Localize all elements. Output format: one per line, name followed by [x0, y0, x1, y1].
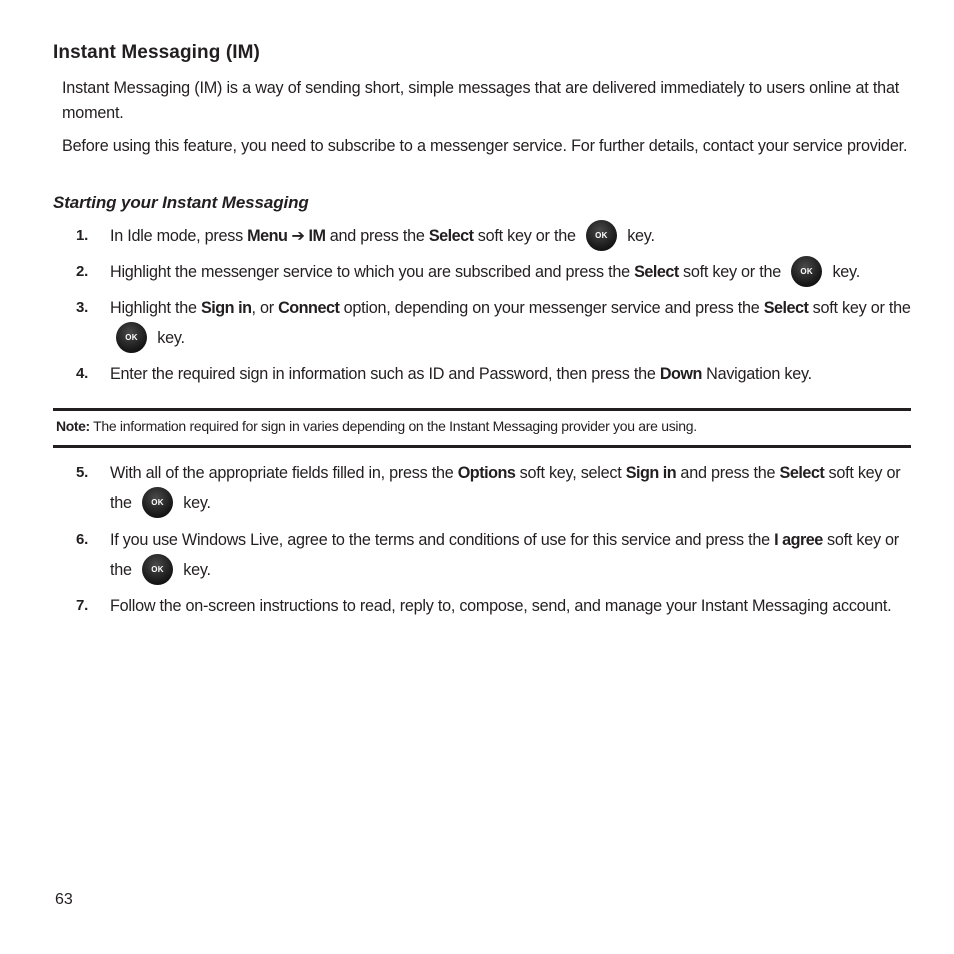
- step-text: Follow the on-screen instructions to read, reply to, compose, send, and manage your Instant Messaging account.: [110, 597, 892, 615]
- key-name: Sign in: [625, 464, 677, 482]
- step-text-part: With all of the appropriate fields filled in, press the: [110, 464, 458, 482]
- step-text-part: Navigation key.: [701, 365, 812, 383]
- step-text-part: Highlight the: [110, 299, 201, 317]
- step-text-part: soft key or the: [678, 263, 786, 281]
- step-5: [76, 458, 912, 518]
- step-text-part: soft key or the: [110, 464, 901, 512]
- step-number: 3.: [76, 299, 89, 316]
- subsection-heading: Starting your Instant Messaging: [53, 193, 309, 212]
- step-text-part: soft key, select: [515, 464, 626, 482]
- step-2: [76, 257, 912, 287]
- step-text-part: and press the: [676, 464, 780, 482]
- ok-key-icon: OK: [791, 256, 822, 287]
- step-text-part: option, depending on your messenger service and press the: [339, 299, 764, 317]
- section-heading: Instant Messaging (IM): [53, 42, 260, 63]
- step-text-part: soft key or the: [473, 227, 580, 245]
- key-name: IM: [308, 227, 326, 245]
- key-name: Options: [457, 464, 516, 482]
- step-text-part: soft key or the: [808, 299, 911, 317]
- step-text: [110, 359, 912, 389]
- page-number: 63: [55, 891, 73, 908]
- step-text: [110, 458, 912, 518]
- step-text-part: key.: [828, 263, 860, 281]
- step-number: 6.: [76, 531, 89, 548]
- key-name: Select: [763, 299, 809, 317]
- step-number: 4.: [76, 365, 89, 382]
- step-7: [76, 591, 912, 621]
- step-number: 1.: [76, 227, 89, 244]
- step-text-part: If you use Windows Live, agree to the terms and conditions of use for this service and press the: [110, 531, 775, 549]
- step-text-part: soft key or the: [110, 531, 899, 579]
- key-name: I agree: [774, 531, 823, 549]
- key-name: Connect: [278, 299, 340, 317]
- step-text: [110, 293, 912, 353]
- step-3: [76, 293, 912, 353]
- key-name: Select: [779, 464, 825, 482]
- intro-paragraph-2: Before using this feature, you need to subscribe to a messenger service. For further details, contact your service provider.: [62, 137, 908, 155]
- key-name: Sign in: [201, 299, 252, 317]
- key-name: Select: [428, 227, 474, 245]
- note-top-rule: [53, 408, 911, 411]
- step-text: [110, 221, 912, 251]
- step-text: [110, 257, 912, 287]
- step-number: 7.: [76, 597, 89, 614]
- note-label: Note:: [56, 418, 90, 434]
- step-text-part: and press the: [325, 227, 429, 245]
- intro-paragraph-1: Instant Messaging (IM) is a way of sending short, simple messages that are delivered immediately to users online at that moment.: [62, 79, 900, 122]
- note-text: The information required for sign in varies depending on the Instant Messaging provider you are using.: [89, 418, 697, 434]
- key-name: Select: [634, 263, 679, 281]
- step-number: 5.: [76, 464, 89, 481]
- step-text-part: key.: [622, 227, 655, 245]
- step-6: [76, 525, 912, 585]
- step-1: [76, 221, 912, 251]
- ok-key-icon: OK: [586, 220, 617, 251]
- key-name: Menu: [247, 227, 288, 245]
- step-number: 2.: [76, 263, 89, 280]
- ok-key-icon: OK: [116, 322, 147, 353]
- step-text-part: In Idle mode, press: [110, 227, 248, 245]
- ok-key-icon: OK: [142, 554, 173, 585]
- step-text: [110, 525, 912, 585]
- step-text-part: , or: [251, 299, 279, 317]
- step-4: [76, 359, 912, 389]
- note-bottom-rule: [53, 445, 911, 448]
- arrow-icon: ➔: [287, 227, 309, 245]
- step-text-part: key.: [153, 329, 185, 347]
- note: [56, 418, 906, 434]
- ok-key-icon: OK: [142, 487, 173, 518]
- step-text-part: Highlight the messenger service to which you are subscribed and press the: [110, 263, 635, 281]
- step-text-part: Enter the required sign in information such as ID and Password, then press the: [110, 365, 660, 383]
- key-name: Down: [659, 365, 702, 383]
- step-text-part: key.: [179, 561, 211, 579]
- step-text-part: key.: [179, 494, 211, 512]
